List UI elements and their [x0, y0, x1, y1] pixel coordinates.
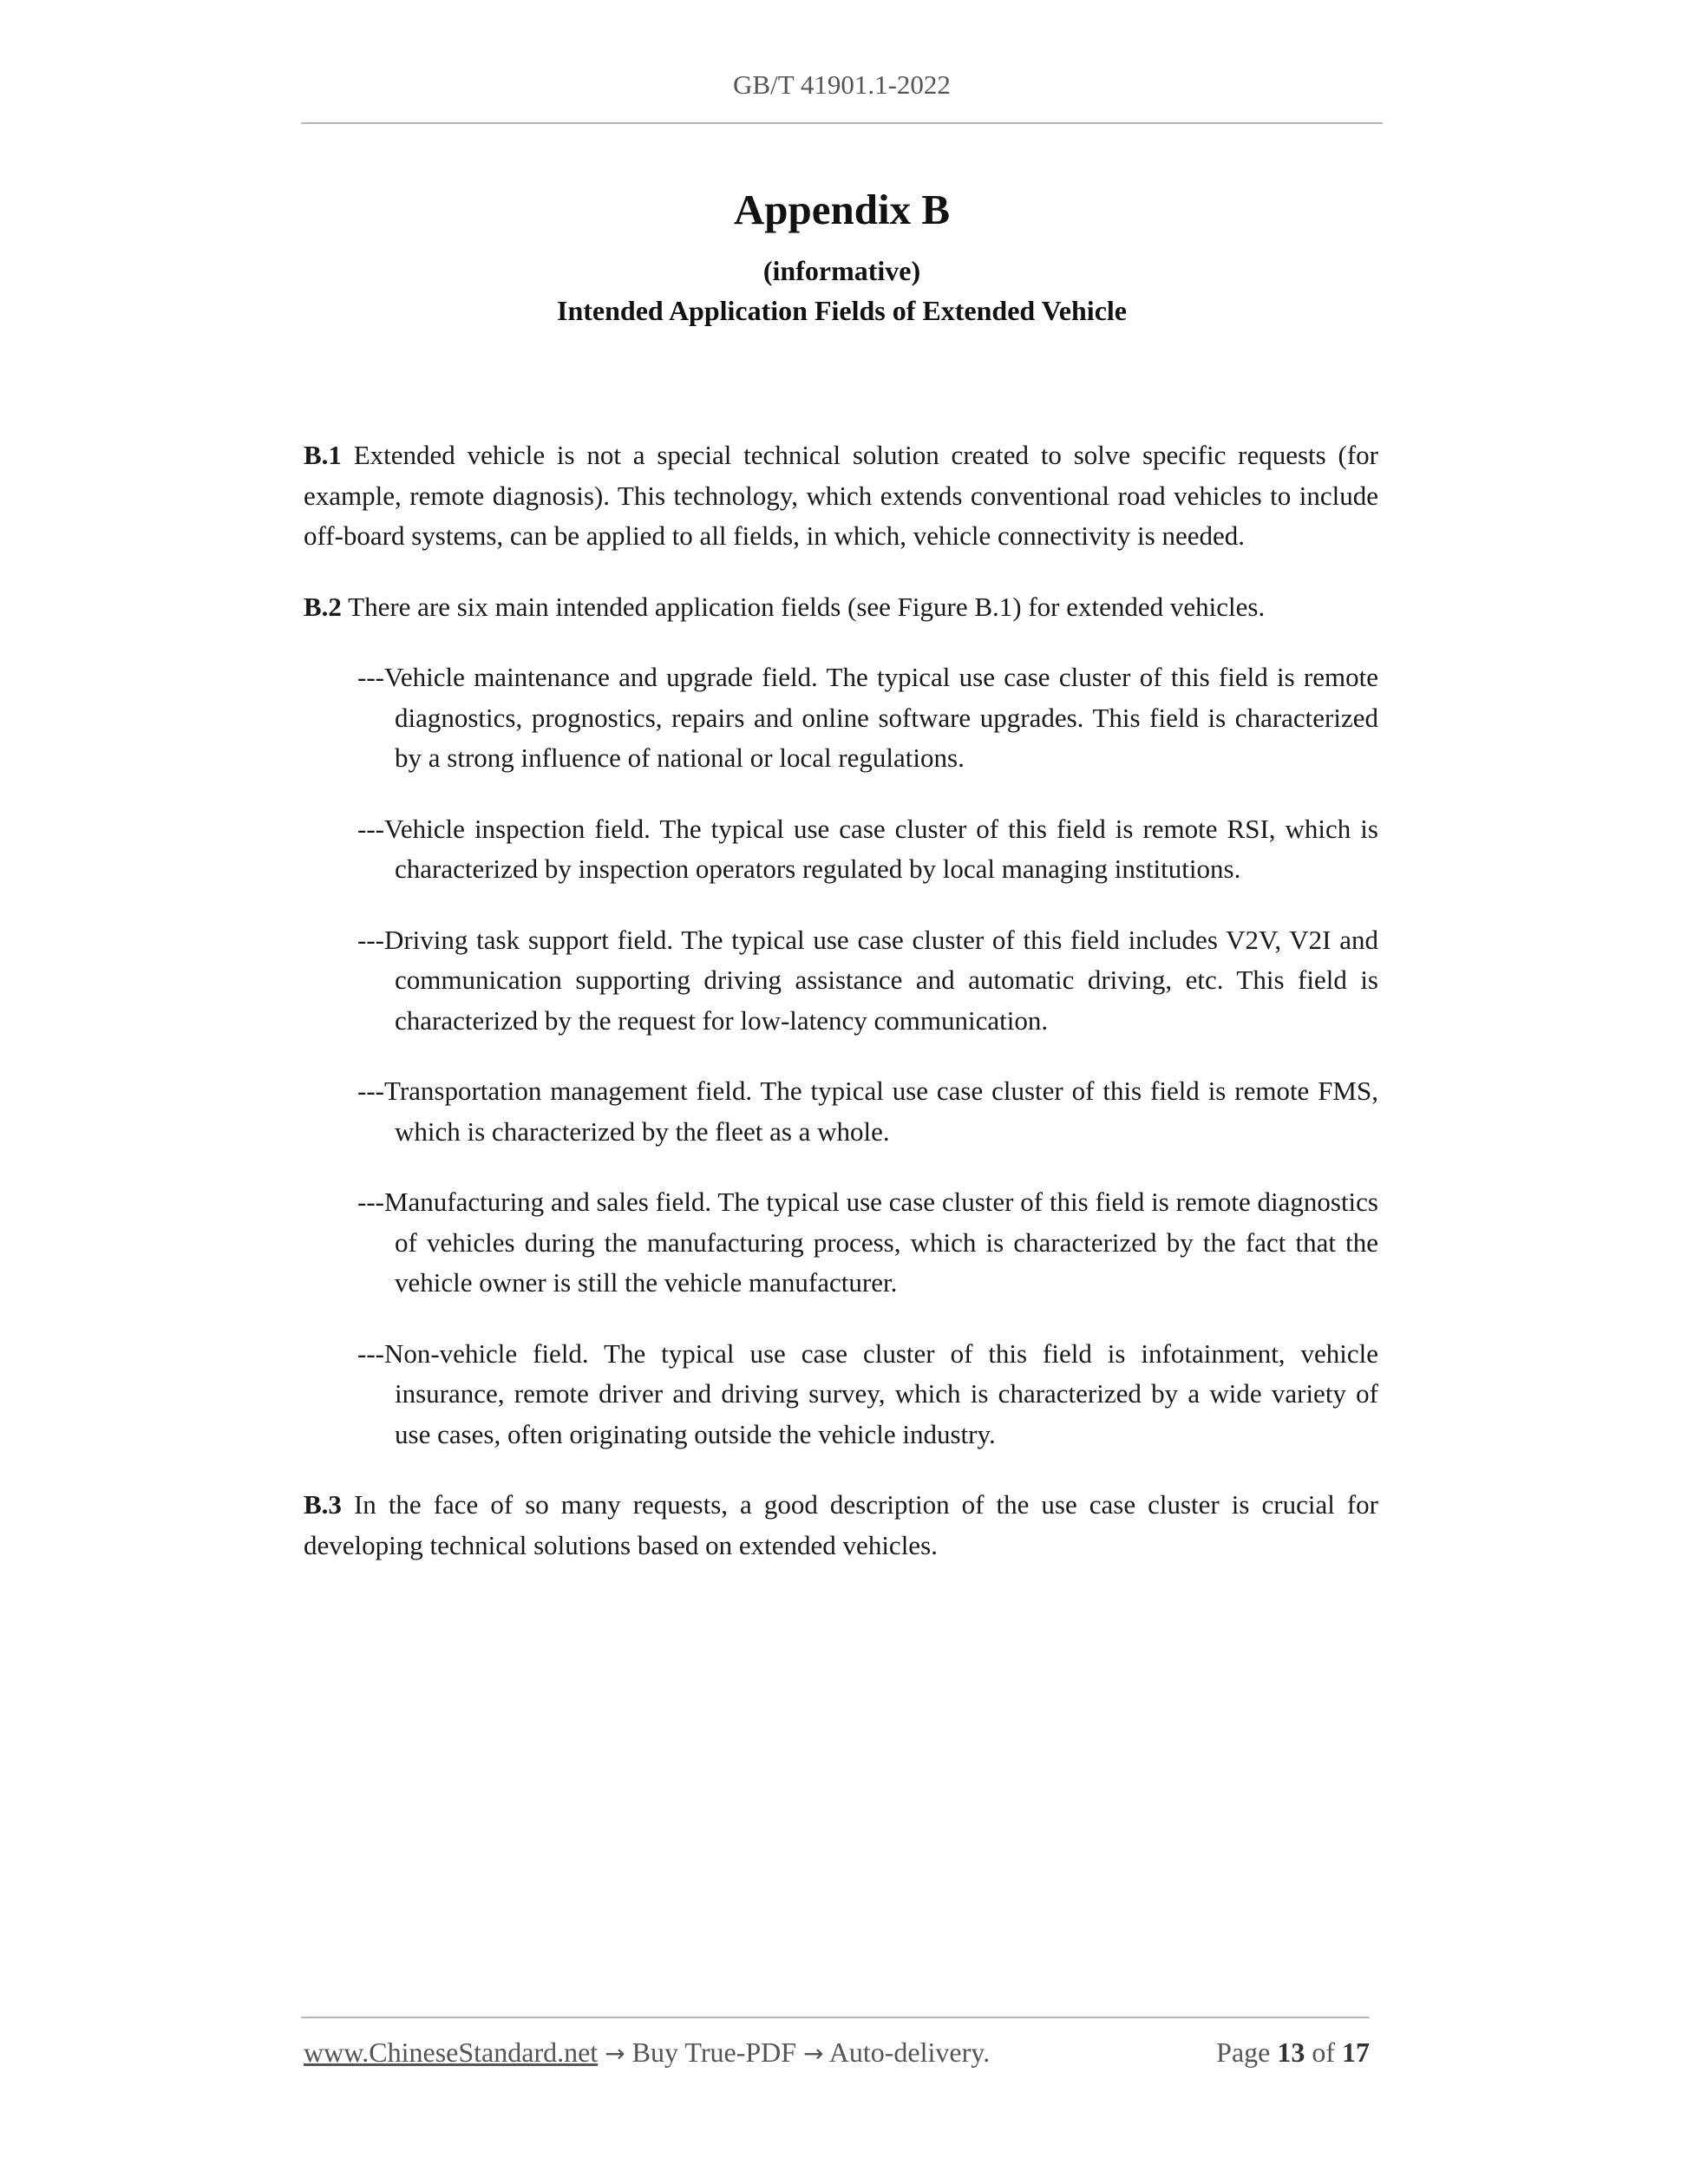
page-number [1216, 2037, 1370, 2069]
application-fields-list [304, 657, 1378, 1455]
footer-divider [301, 2017, 1370, 2018]
appendix-title: Appendix B [733, 186, 951, 233]
chinese-standard-link[interactable]: www.ChineseStandard.net [304, 2037, 599, 2068]
clause-number: B.1 [304, 440, 342, 470]
clause-b3 [304, 1485, 1378, 1566]
list-item-transportation: ---Transportation management field. The typical use case cluster of this field is remote FMS, which is characterized by the fleet as a whole. [357, 1076, 1378, 1147]
page-current: 13 [1277, 2037, 1305, 2068]
buy-true-pdf-text: Buy True-PDF [625, 2037, 804, 2068]
list-item-manufacturing: ---Manufacturing and sales field. The typical use case cluster of this field is remote diagnostics of vehicles during the manufacturing process, which is characterized by the fact that the vehicle owner is still the vehicle manufacturer. [357, 1187, 1378, 1298]
right-arrow-icon: → [605, 2039, 625, 2068]
clause-b2 [304, 587, 1378, 628]
list-item-inspection: ---Vehicle inspection field. The typical use case cluster of this field is remote RSI, which is characterized by inspection operators regulated by local managing institutions. [357, 813, 1378, 884]
clause-text: Extended vehicle is not a special technical solution created to solve specific requests (for example, remote diagnosis). This technology, which extends conventional road vehicles to include off-board systems, can be applied to all fields, in which, vehicle connectivity is needed. [304, 440, 1378, 551]
document-code-header: GB/T 41901.1-2022 [733, 69, 951, 100]
list-item-driving-support: ---Driving task support field. The typical use case cluster of this field includes V2V, V2I and communication supporting driving assistance and automatic driving, etc. This field is characterized by the request for low-latency communication. [357, 924, 1378, 1036]
clause-number: B.2 [304, 591, 342, 622]
page-of-label: of [1305, 2037, 1342, 2068]
clause-b1 [304, 435, 1378, 557]
page-footer [304, 2037, 1370, 2069]
auto-delivery-text: Auto-delivery. [823, 2037, 991, 2068]
document-body [304, 435, 1378, 1566]
list-item-maintenance: ---Vehicle maintenance and upgrade field. The typical use case cluster of this field is remote diagnostics, prognostics, repairs and online software upgrades. This field is characterized by a strong influence of national or local regulations. [357, 662, 1378, 773]
footer-promo [304, 2037, 990, 2069]
page-total: 17 [1342, 2037, 1370, 2068]
appendix-heading: Intended Application Fields of Extended Vehicle [557, 295, 1127, 326]
appendix-subtitle: (informative) [762, 255, 921, 286]
clause-text: In the face of so many requests, a good description of the use case cluster is crucial for developing technical solutions based on extended vehicles. [304, 1489, 1378, 1560]
header-divider [301, 122, 1383, 124]
right-arrow-icon: → [803, 2039, 824, 2068]
clause-text: There are six main intended application fields (see Figure B.1) for extended vehicles. [341, 591, 1266, 622]
list-item-non-vehicle: ---Non-vehicle field. The typical use case cluster of this field is infotainment, vehicle insurance, remote driver and driving survey, which is characterized by a wide variety of use cases, often originating outside the vehicle industry. [357, 1337, 1378, 1449]
page-label: Page [1216, 2037, 1278, 2068]
clause-number: B.3 [304, 1489, 342, 1520]
